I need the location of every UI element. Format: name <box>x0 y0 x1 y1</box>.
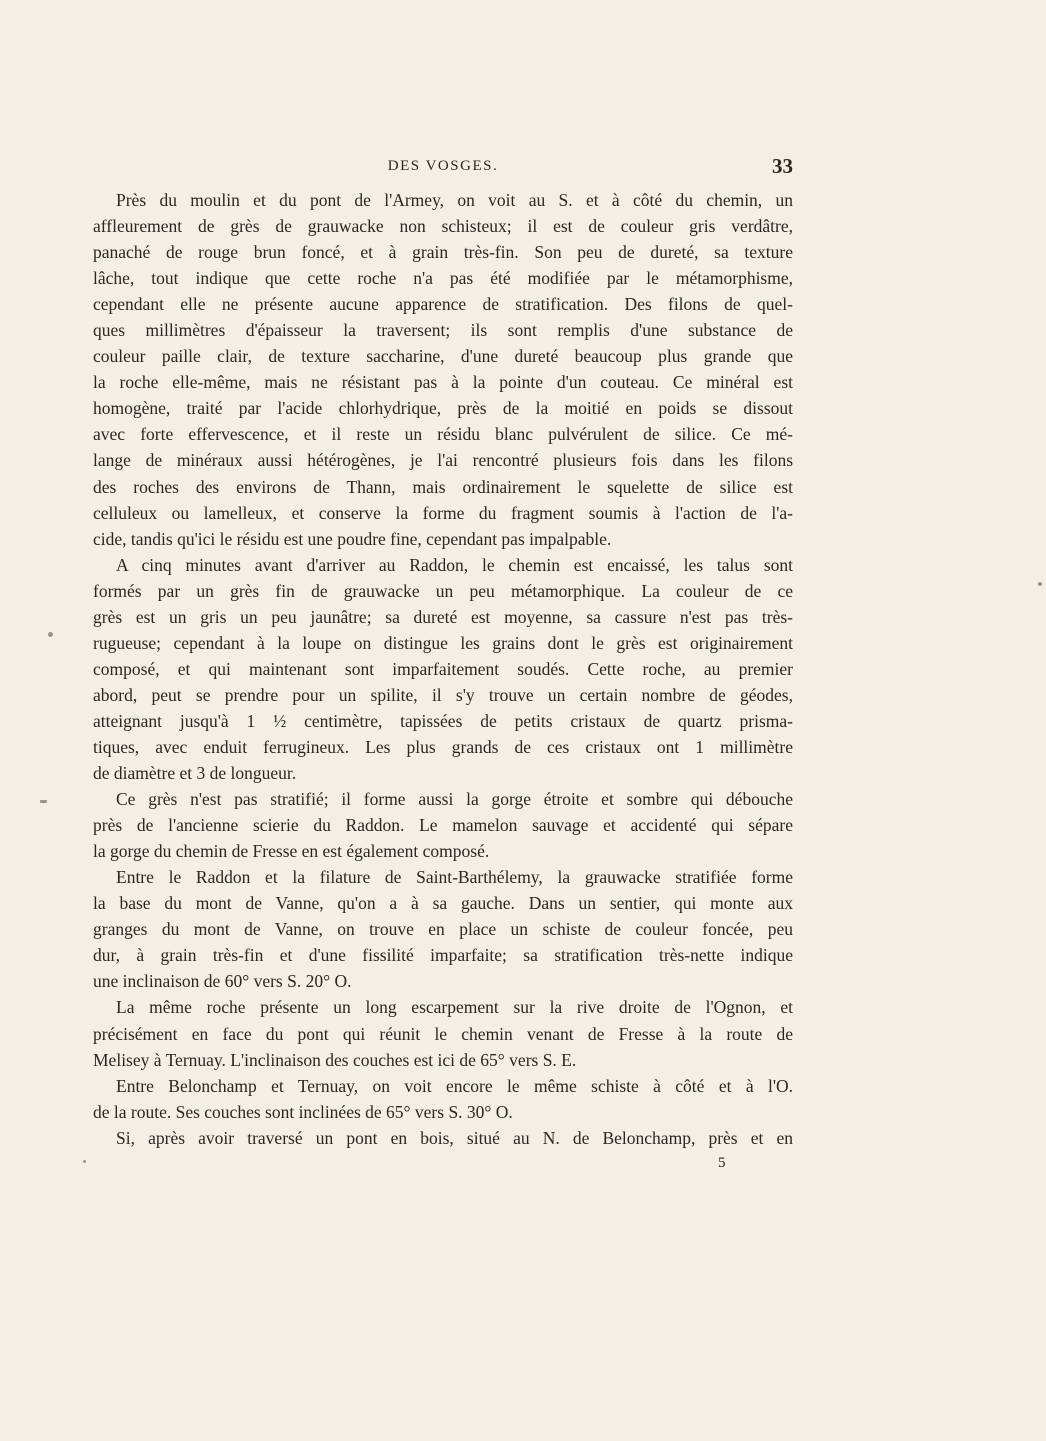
text-line: Près du moulin et du pont de l'Armey, on voit au S. et à côté du chemin, un <box>116 190 793 210</box>
paragraph <box>93 187 793 552</box>
signature-mark: 5 <box>718 1155 726 1171</box>
text-line: homogène, traité par l'acide chlorhydrique, près de la moitié en poids se dissout <box>93 398 793 419</box>
text-line: couleur paille clair, de texture saccharine, d'une dureté beaucoup plus grande que <box>93 346 793 367</box>
text-line: abord, peut se prendre pour un spilite, il s'y trouve un certain nombre de géodes, <box>93 684 793 705</box>
paragraph <box>93 994 793 1072</box>
running-title: DES VOSGES. <box>387 158 499 174</box>
text-line: Entre Belonchamp et Ternuay, on voit encore le même schiste à côté et à l'O. <box>116 1075 793 1096</box>
text-line: Si, après avoir traversé un pont en bois, situé au N. de Belonchamp, près et en <box>116 1127 793 1148</box>
text-line: panaché de rouge brun foncé, et à grain très-fin. Son peu de dureté, sa texture <box>93 242 793 263</box>
text-line: de la route. Ses couches sont inclinées de 65° vers S. 30° O. <box>93 1101 513 1122</box>
print-speck <box>83 1160 86 1163</box>
paragraph <box>93 1073 793 1125</box>
text-line: affleurement de grès de grauwacke non schisteux; il est de couleur gris verdâtre, <box>93 216 793 237</box>
text-line: tiques, avec enduit ferrugineux. Les plus grands de ces cristaux ont 1 millimètre <box>93 736 793 757</box>
text-line: rugueuse; cependant à la loupe on distingue les grains dont le grès est originairement <box>93 632 793 653</box>
text-line: grès est un gris un peu jaunâtre; sa dureté est moyenne, sa cassure n'est pas très- <box>93 606 793 627</box>
text-line: la gorge du chemin de Fresse en est également composé. <box>93 841 490 862</box>
body-text <box>93 187 793 1151</box>
print-speck <box>1038 582 1042 586</box>
text-line: lâche, tout indique que cette roche n'a pas été modifiée par le métamorphisme, <box>93 268 793 289</box>
paragraph <box>93 786 793 864</box>
text-line: atteignant jusqu'à 1 ½ centimètre, tapissées de petits cristaux de quartz prisma- <box>93 710 793 731</box>
text-line: cependant elle ne présente aucune apparence de stratification. Des filons de quel- <box>93 294 793 315</box>
text-line: Entre le Raddon et la filature de Saint-Barthélemy, la grauwacke stratifiée forme <box>116 867 793 888</box>
text-line: des roches des environs de Thann, mais ordinairement le squelette de silice est <box>93 476 793 497</box>
page-number: 33 <box>772 154 793 178</box>
text-line: dur, à grain très-fin et d'une fissilité imparfaite; sa stratification très-nette indique <box>93 945 793 966</box>
print-speck <box>40 800 47 803</box>
text-line: ques millimètres d'épaisseur la traversent; ils sont remplis d'une substance de <box>93 320 793 341</box>
text-line: Ce grès n'est pas stratifié; il forme aussi la gorge étroite et sombre qui débouche <box>116 789 793 810</box>
text-line: formés par un grès fin de grauwacke un peu métamorphique. La couleur de ce <box>93 580 793 601</box>
text-line: A cinq minutes avant d'arriver au Raddon, le chemin est encaissé, les talus sont <box>116 554 793 575</box>
text-line: une inclinaison de 60° vers S. 20° O. <box>93 971 352 992</box>
text-line: lange de minéraux aussi hétérogènes, je l'ai rencontré plusieurs fois dans les filons <box>93 450 793 471</box>
text-line: Melisey à Ternuay. L'inclinaison des couches est ici de 65° vers S. E. <box>93 1049 577 1070</box>
paragraph <box>93 864 793 994</box>
text-line: près de l'ancienne scierie du Raddon. Le mamelon sauvage et accidenté qui sépare <box>93 815 793 836</box>
text-line: la base du mont de Vanne, qu'on a à sa gauche. Dans un sentier, qui monte aux <box>93 893 793 914</box>
text-line: composé, et qui maintenant sont imparfaitement soudés. Cette roche, au premier <box>93 658 793 679</box>
text-line: la roche elle-même, mais ne résistant pas à la pointe d'un couteau. Ce minéral est <box>93 372 793 393</box>
running-head <box>93 154 793 178</box>
text-line: granges du mont de Vanne, on trouve en place un schiste de couleur foncée, peu <box>93 919 793 940</box>
text-line: précisément en face du pont qui réunit le chemin venant de Fresse à la route de <box>93 1023 793 1044</box>
text-line: avec forte effervescence, et il reste un résidu blanc pulvérulent de silice. Ce mé- <box>93 424 793 445</box>
text-line: de diamètre et 3 de longueur. <box>93 763 297 784</box>
paragraph <box>93 552 793 786</box>
paragraph <box>93 1125 793 1151</box>
print-speck <box>48 632 53 637</box>
text-line: cide, tandis qu'ici le résidu est une poudre fine, cependant pas impalpable. <box>93 528 612 549</box>
text-line: celluleux ou lamelleux, et conserve la forme du fragment soumis à l'action de l'a- <box>93 502 793 523</box>
text-line: La même roche présente un long escarpement sur la rive droite de l'Ognon, et <box>116 997 793 1018</box>
